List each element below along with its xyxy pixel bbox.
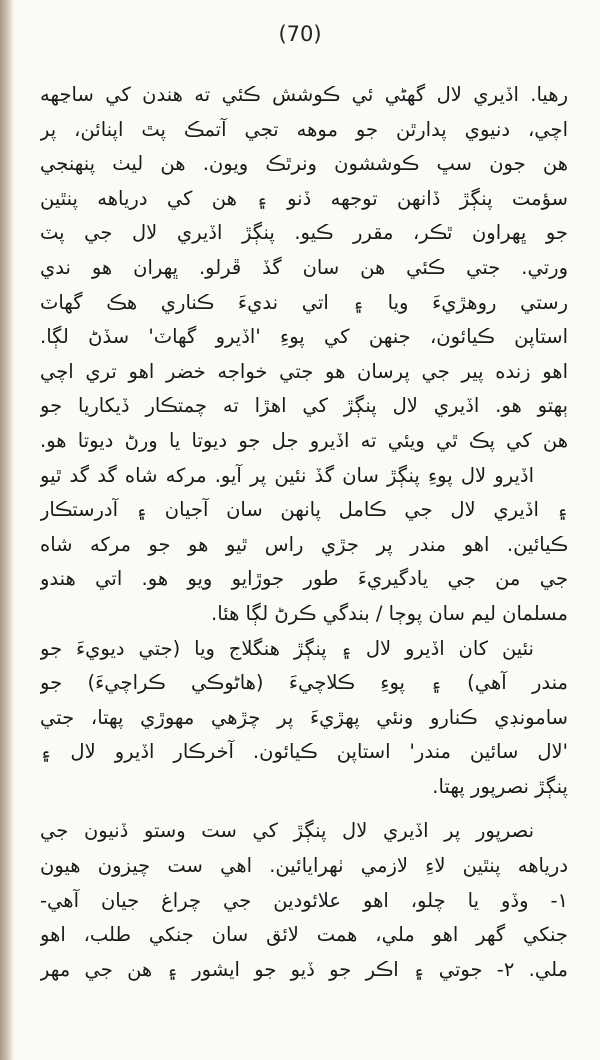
text-line: رستي روهڙيءَ ويا ۽ اتي نديءَ ڪناري هڪ گهاٽ [40,290,568,314]
text-line: ١- وڏو يا چلو، اهو علائودين جي چراغ جيان آهي- [40,888,568,912]
text-line: ٻهتو هو. اڏيري لال پنڳڙ کي اهڙا ته چمتڪار ڏيکاريا جو [40,394,568,418]
text-line: جو ڀهراون ٿڪر، مقرر ڪيو. پنڳڙ اڏيري لال جي پٽ [40,221,568,245]
book-spine-shadow [0,0,14,1060]
text-line: اهو زنده پير جي پرسان هو جتي خواجه خضر اهو تري اچي [40,359,568,383]
paragraph-gap [40,804,568,814]
text-line: رهيا. اڏيري لال گهڻي ئي ڪوشش ڪئي ته هندن کي ساڃهه [40,83,568,106]
page-body-text [40,78,568,987]
text-line: مندر آهي) ۽ پوءِ ڪلاچيءَ (هاڻوڪي ڪراچيءَ) جو [40,671,568,695]
text-line: هن کي پڪ ٿي ويئي ته اڏيرو جل جو ديوتا يا ورڻ ديوتا هو. [40,428,568,452]
text-line: درياهه پنٿين لاءِ لازمي ٺهرايائين. اهي ست چيزون هيون [40,854,568,878]
text-line-paragraph-end: پنڳڙ نصرپور پهتا. [432,774,568,798]
text-line: اچي، دنيوي پدارٿن جو موهه تجي آتمڪ پٿ اپنائن، پر [40,117,568,141]
text-line: ڪيائين. اهو مندر پر جڙي راس ٿيو هو جو مرکه شاه [40,532,568,556]
text-line-paragraph-start: نئين کان اڏيرو لال ۽ پنڳڙ هنگلاج ويا (جتي ديويءَ جو [40,636,534,660]
page-number: (70) [278,22,322,46]
text-line-paragraph-start: نصرپور پر اڏيري لال پنڳڙ کي ست وستو ڏنيون جي [40,819,534,843]
text-line: جنکي گهر اهو ملي، همت لائق سان جنکي طلب، اهو [40,923,568,947]
text-line: استاپن ڪيائون، جنهن کي پوءِ 'اڏيرو گهاٽ' سڏڻ لڳا. [40,325,568,349]
text-line: جي من جي يادگيريءَ طور جوڙايو ويو هو. اتي هندو [40,567,568,591]
text-line: سامونڊي ڪنارو ونئي پهڙيءَ پر چڙهي مهوڙي پهتا، جتي [40,705,568,729]
text-line-paragraph-start: اڏيرو لال پوءِ پنڳڙ سان گڏ نئين پر آيو. مرکه شاه گد گد ٿيو [40,463,534,487]
text-line: ۽ اڏيري لال جي ڪامل پانهن سان آجيان ۽ آدرستڪار [40,498,568,522]
text-line: ورتي. جتي ڪئي هن سان گڏ ڦرلو. ڀهران هو ندي [40,255,568,279]
text-line: هن جون سڀ ڪوششون ونرٿڪ ويون. هن ليٺ پنهنجي [40,152,568,176]
text-line: 'لال سائين مندر' استاپن ڪيائون. آخرڪار اڏيرو لال ۽ [40,740,568,764]
text-line: سؤمت پنڳڙ ڏانهن توجهه ڏنو ۽ هن کي درياهه پنٿين [40,186,568,210]
text-line: ملي. ٢- جوتي ۽ اڪر جو ڏيو جو ايشور ۽ هن جي مهر [40,957,568,981]
text-line-paragraph-end: مسلمان ليم سان پوڄا / بندگي ڪرڻ لڳا هئا. [211,601,568,625]
